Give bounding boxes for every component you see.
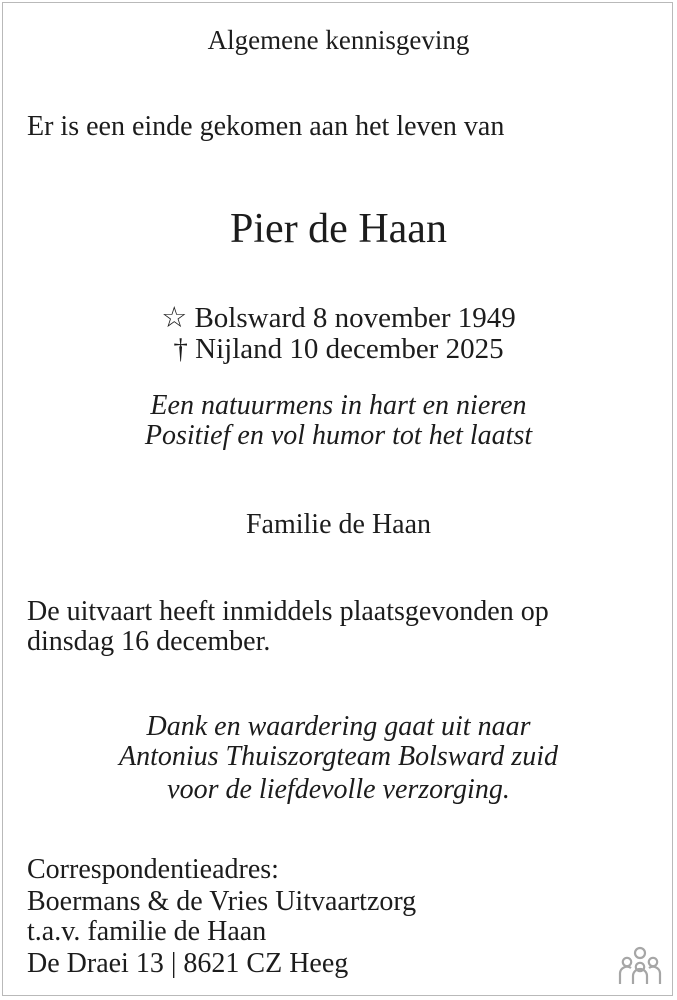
correspondence-attention: t.a.v. familie de Haan <box>27 916 267 947</box>
death-date: Nijland 10 december 2025 <box>195 333 504 365</box>
thanks-line-3: voor de liefdevolle verzorging. <box>167 774 510 805</box>
cross-icon: † <box>173 333 188 365</box>
family-signature: Familie de Haan <box>245 509 432 540</box>
star-icon: ☆ <box>161 302 188 334</box>
notice-frame <box>2 2 673 996</box>
thanks-line-2: Antonius Thuiszorgteam Bolsward zuid <box>119 741 558 772</box>
people-group-icon <box>617 945 663 987</box>
quote-line-1: Een natuurmens in hart en nieren <box>150 390 527 421</box>
birth-date: Bolsward 8 november 1949 <box>194 302 516 334</box>
intro-text: Er is een einde gekomen aan het leven van <box>27 111 505 142</box>
birth-line <box>0 304 677 333</box>
funeral-line-1: De uitvaart heeft inmiddels plaatsgevonden op <box>27 596 549 627</box>
quote-line-2: Positief en vol humor tot het laatst <box>144 420 533 451</box>
correspondence-address: De Draei 13 | 8621 CZ Heeg <box>27 948 349 979</box>
funeral-line-2: dinsdag 16 december. <box>27 626 271 657</box>
correspondence-company: Boermans & de Vries Uitvaartzorg <box>27 886 417 917</box>
correspondence-label: Correspondentieadres: <box>27 854 279 885</box>
notice-heading: Algemene kennisgeving <box>207 25 470 55</box>
deceased-name: Pier de Haan <box>230 206 447 252</box>
thanks-line-1: Dank en waardering gaat uit naar <box>146 711 531 742</box>
death-line <box>0 335 677 364</box>
